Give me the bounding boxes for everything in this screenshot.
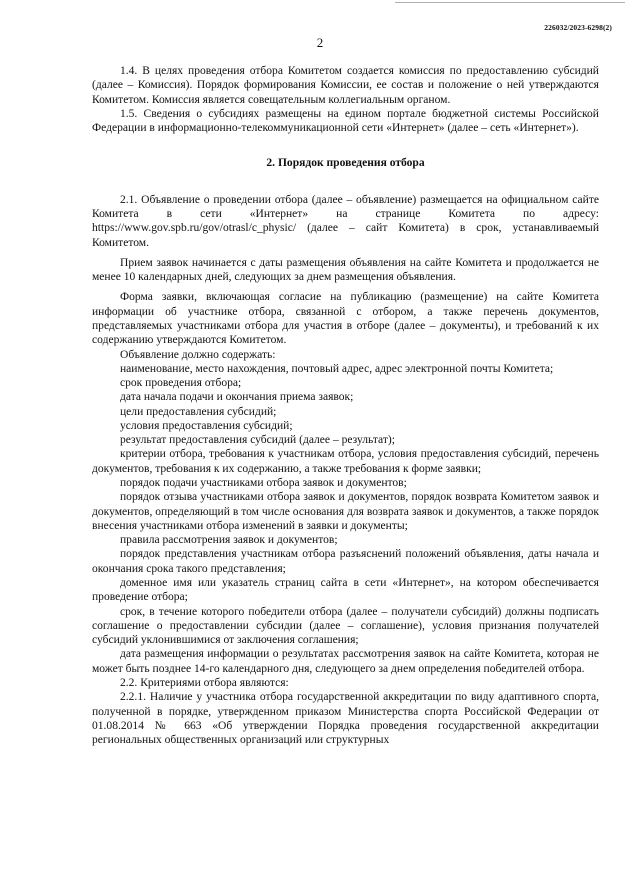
page-number: 2 xyxy=(316,35,324,50)
paragraph-1-4: 1.4. В целях проведения отбора Комитетом создается комиссия по предоставлению субсидий (далее – Комиссия). Порядок формирования Комиссии, ее состав и положение о ней утверждаются Комитетом. Комиссия является совещательным коллегиальным органом. xyxy=(92,65,599,106)
list-item: срок проведения отбора; xyxy=(120,377,242,390)
paragraph: Форма заявки, включающая согласие на публикацию (размещение) на сайте Комитета информации об участнике отбора, связанной с отбором, а также перечень документов, представляемых участниками отбора для участия в отборе (далее – документы), и требований к их содержанию утверждаются Комитетом. xyxy=(92,291,599,347)
list-item: критерии отбора, требования к участникам отбора, условия предоставления субсидий, перечень документов, требования к их содержанию, а также требования к форме заявки; xyxy=(92,448,599,475)
paragraph-2-2: 2.2. Критериями отбора являются: xyxy=(120,676,289,689)
list-item: порядок отзыва участниками отбора заявок и документов, порядок возврата Комитетом заявок и документов, определяющий в том числе основания для возврата заявок и документов, а также порядок внесения участниками отбора изменений в заявки и документы; xyxy=(92,491,599,532)
list-item: дата размещения информации о результатах рассмотрения заявок на сайте Комитета, которая не может быть позднее 14-го календарного дня, следующего за днем определения победителей отбора. xyxy=(92,648,599,675)
paragraph: Прием заявок начинается с даты размещения объявления на сайте Комитета и продолжается не менее 10 календарных дней, следующих за днем размещения объявления. xyxy=(92,256,599,284)
list-item: результат предоставления субсидий (далее – результат); xyxy=(120,434,395,447)
paragraph-1-5: 1.5. Сведения о субсидиях размещены на едином портале бюджетной системы Российской Федерации в информационно-телекоммуникационной сети «Интернет» (далее – сеть «Интернет»). xyxy=(92,107,599,135)
list-item: условия предоставления субсидий; xyxy=(120,419,293,432)
paragraph-2-1: 2.1. Объявление о проведении отбора (далее – объявление) размещается на официальном сайте Комитета в сети «Интернет» на странице Комитета по адресу: https://www.gov.spb.ru/gov/otrasl/c_physic/ (далее – сайт Комитета) в срок, устанавливаемый Комитетом. xyxy=(92,193,599,249)
list-item: дата начала подачи и окончания приема заявок; xyxy=(120,391,354,404)
list-item: порядок представления участникам отбора разъяснений положений объявления, даты начала и окончания срока такого представления; xyxy=(92,548,599,575)
list-item: цели предоставления субсидий; xyxy=(120,405,277,418)
list-item: правила рассмотрения заявок и документов; xyxy=(120,534,338,547)
scan-top-line xyxy=(395,2,625,3)
section-title: 2. Порядок проведения отбора xyxy=(266,157,425,170)
document-body xyxy=(92,64,599,747)
document-id: 226032/2023-6298(2) xyxy=(544,23,612,32)
list-item: наименование, место нахождения, почтовый адрес, адрес электронной почты Комитета; xyxy=(120,362,554,375)
list-item: срок, в течение которого победители отбора (далее – получатели субсидий) должны подписать соглашение о предоставлении субсидии (далее – соглашение), условия признания получателей субсидий уклонившимися от заключения соглашения; xyxy=(92,605,599,647)
paragraph-2-2-1: 2.2.1. Наличие у участника отбора государственной аккредитации по виду адаптивного спорта, полученной в порядке, утвержденном приказом Министерства спорта Российской Федерации от 01.08.2014 № 663 «Об утверждении Порядка проведения государственной аккредитации региональных общественных организаций или структурных xyxy=(92,691,599,747)
list-item: доменное имя или указатель страниц сайта в сети «Интернет», на котором обеспечивается проведение отбора; xyxy=(92,577,599,604)
paragraph: Объявление должно содержать: xyxy=(120,348,276,361)
list-item: порядок подачи участниками отбора заявок и документов; xyxy=(120,477,407,490)
